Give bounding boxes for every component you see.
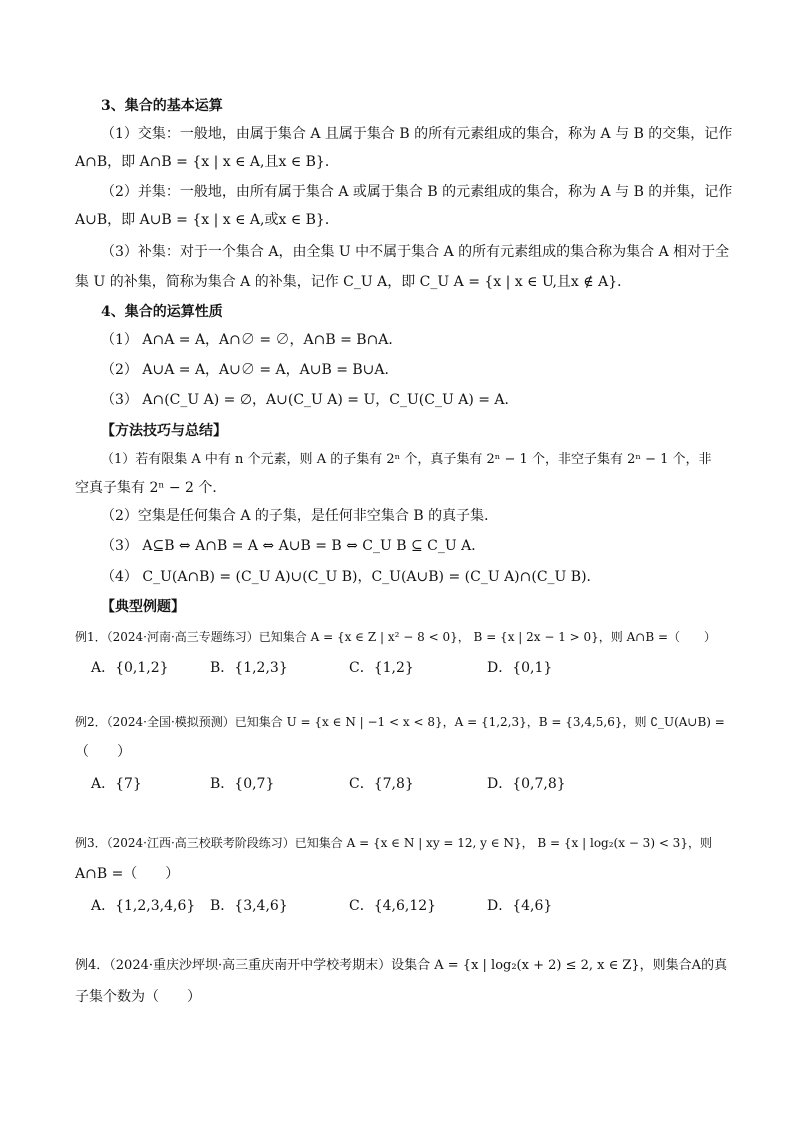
- intersection-line-1: （1）交集：一般地，由属于集合 A 且属于集合 B 的所有元素组成的集合，称为 A 与 B 的交集，记作: [101, 126, 733, 142]
- example-1-option-a: A．{0,1,2}: [91, 660, 169, 676]
- tips-title: 【方法技巧与总结】: [101, 423, 227, 439]
- property-2: （2） A∪A = A，A∪∅ = A，A∪B = B∪A．: [101, 362, 399, 378]
- section-4-title: 4、集合的运算性质: [101, 304, 223, 320]
- example-2-option-a: A．{7}: [91, 776, 142, 792]
- example-1-option-b: B．{1,2,3}: [210, 660, 288, 676]
- example-3-option-c: C．{4,6,12}: [349, 898, 437, 914]
- example-1-option-d: D．{0,1}: [487, 660, 553, 676]
- example-3-option-d: D．{4,6}: [487, 898, 553, 914]
- intersection-line-2: A∩B，即 A∩B = {x | x ∈ A,且x ∈ B}．: [75, 154, 339, 170]
- example-2-option-d: D．{0,7,8}: [487, 776, 566, 792]
- union-line-2: A∪B，即 A∪B = {x | x ∈ A,或x ∈ B}．: [75, 212, 339, 228]
- property-1: （1） A∩A = A，A∩∅ = ∅，A∩B = B∩A．: [101, 332, 403, 348]
- example-3-question: 例3．（2024·江西·高三校联考阶段练习）已知集合 A = {x ∈ N | xy = 12, y ∈ N}， B = {x | log₂(x − 3) < 3}，则: [75, 836, 712, 850]
- property-3: （3） A∩(C_U A) = ∅，A∪(C_U A) = U，C_U(C_U A) = A．: [101, 392, 519, 408]
- example-2-question: 例2．（2024·全国·模拟预测）已知集合 U = {x ∈ N | −1 < x < 8}，A = {1,2,3}，B = {3,4,5,6}，则 ∁_U(A∪B) =: [75, 715, 725, 729]
- tip-2: （2）空集是任何集合 A 的子集，是任何非空集合 B 的真子集．: [101, 508, 499, 524]
- complement-line-1: （3）补集：对于一个集合 A，由全集 U 中不属于集合 A 的所有元素组成的集合称为集合 A 相对于全: [101, 244, 730, 260]
- section-3-title: 3、集合的基本运算: [101, 98, 223, 114]
- example-3-option-a: A．{1,2,3,4,6}: [91, 898, 196, 914]
- example-1-question: 例1．（2024·河南·高三专题练习）已知集合 A = {x ∈ Z | x² − 8 < 0}， B = {x | 2x − 1 > 0}，则 A∩B =（ ）: [75, 630, 717, 644]
- tip-1-line-1: （1）若有限集 A 中有 n 个元素，则 A 的子集有 2ⁿ 个，真子集有 2ⁿ − 1 个，非空子集有 2ⁿ − 1 个，非: [101, 452, 712, 467]
- example-2-option-c: C．{7,8}: [349, 776, 414, 792]
- example-3-question-cont: A∩B =（ ）: [75, 866, 180, 882]
- example-2-option-b: B．{0,7}: [210, 776, 275, 792]
- example-4-question-cont: 子集个数为（ ）: [75, 989, 201, 1005]
- tip-3: （3） A⊆B ⇔ A∩B = A ⇔ A∪B = B ⇔ C_U B ⊆ C_U A．: [101, 538, 486, 554]
- complement-line-2: 集 U 的补集，简称为集合 A 的补集，记作 C_U A，即 C_U A = {x | x ∈ U,且x ∉ A}．: [75, 274, 632, 290]
- tip-4: （4） C_U(A∩B) = (C_U A)∪(C_U B)，C_U(A∪B) = (C_U A)∩(C_U B)．: [101, 569, 601, 585]
- example-2-question-cont: （ ）: [75, 744, 131, 760]
- tip-1-line-2: 空真子集有 2ⁿ − 2 个．: [75, 480, 227, 496]
- examples-title: 【典型例题】: [101, 599, 185, 615]
- example-4-question: 例4．（2024·重庆沙坪坝·高三重庆南开中学校考期末）设集合 A = {x | log₂(x + 2) ≤ 2, x ∈ Z}，则集合A的真: [75, 958, 728, 973]
- union-line-1: （2）并集：一般地，由所有属于集合 A 或属于集合 B 的元素组成的集合，称为 A 与 B 的并集，记作: [101, 184, 733, 200]
- example-3-option-b: B．{3,4,6}: [210, 898, 288, 914]
- example-1-option-c: C．{1,2}: [349, 660, 414, 676]
